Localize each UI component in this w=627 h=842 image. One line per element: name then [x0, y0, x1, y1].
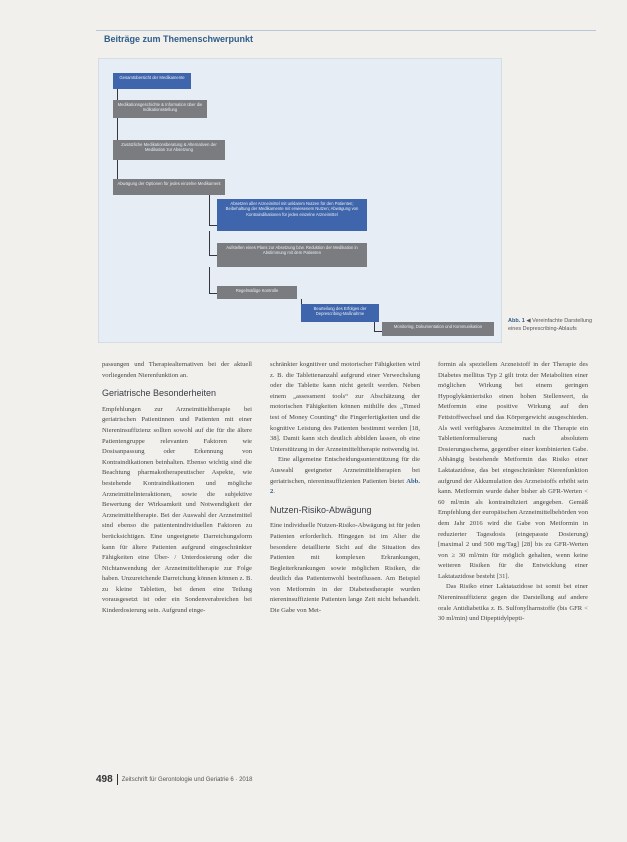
paragraph: schränkter kognitiver und motorischer Fähigkeiten wird z. B. die Tablettenanzahl aufgrund einer Verwechslung oder die Tablette kann nicht geteilt werden. Neben einem „assessment tools“ zur Abschätzung der motorischen Fähigkeiten können mithilfe des „Timed test of Money Counting“ die Fingerfertigkeiten und die kognitive Leistung des Patienten bestimmt werden [18, 38]. Damit kann sich deutlich abbilden lassen, ob eine Unterstützung in der Arzneimitteltherapie notwendig ist.: [270, 361, 420, 453]
flow-step-1: Gesamtübersicht der Medikamente: [113, 73, 191, 89]
footer-divider: [117, 774, 118, 785]
flow-step-3: Zusätzliche Medikationsberatung & Alternativen der Medikation zur Absetzung: [113, 140, 225, 160]
text-column-1: [102, 360, 252, 810]
page-number: 498: [96, 774, 113, 785]
figure-reference-link[interactable]: Abb. 2: [270, 477, 420, 496]
connector: [117, 118, 128, 141]
flow-step-5: Absetzen aller Arzneimittel mit unklarem Nutzen für den Patienten; Beibehaltung der Medikamente mit erwiesenem Nutzen; Abwägung von Kontraindikationen für jedes einzelne Arzneimittel: [217, 199, 367, 231]
section-header: Beiträge zum Themenschwerpunkt: [104, 34, 254, 44]
page-footer: [96, 774, 252, 785]
figure-caption: [508, 318, 600, 333]
paragraph: Eine allgemeine Entscheidungsunterstützung für die Auswahl geeigneter Arzneimitteltherapien bei geriatrischen, niereninsuffizienten Patienten bietet Abb. 2.: [270, 456, 420, 496]
caption-text: ◀ Vereinfachte Darstellung eines Deprescribing-Ablaufs: [508, 318, 593, 332]
flow-step-4: Abwägung der Optionen für jedes einzelne Medikament: [113, 179, 225, 195]
header-rule: [96, 30, 596, 31]
paragraph: Empfehlungen zur Arzneimitteltherapie bei geriatrischen Patientinnen und Patienten mit einer Niereninsuffizienz sollten sowohl auf die für die ältere Patientengruppe relevanten Faktoren wie Dosisanpassung oder Erkennung von Kontraindikationen beinhalten. Ebenso wichtig sind die Beachtung pharmakotherapeutischer Aspekte, wie bestehende Kontraindikationen und mögliche Arzneimittelinteraktionen, sowie die subjektive Bewertung der Wirksamkeit und Notwendigkeit der Arzneimitteltherapie. Bei der Auswahl der Arzneimittel sind ebenso die patientenindividuellen Faktoren zu berücksichtigen. Eine ungeeignete Darreichungsform kann für ältere Patienten aufgrund eingeschränkter Fähigkeiten eine Über- / Unterdosierung oder die Nichtanwendung der Arzneimitteltherapie zur Folge haben. Unzureichende Darreichung können können z. B. zu kleine Tabletten, bei denen eine Teilung vorausgesetzt ist oder ein Sondenverabreichen bei Kinderdosierung sein. Aufgrund einge-: [102, 405, 252, 615]
flow-step-6: Aufstellen eines Plans zur Absetzung bzw. Reduktion der Medikation in Abstimmung mit dem Patienten: [217, 243, 367, 267]
flow-step-2: Medikationsgeschichte & Information über die Indikationsstellung: [113, 100, 207, 118]
connector: [117, 160, 128, 180]
section-heading: Nutzen-Risiko-Abwägung: [270, 504, 372, 515]
paragraph: passungen und Therapiealternativen bei der aktuell vorliegenden Nierenfunktion an.: [102, 361, 252, 379]
text-column-2: [270, 360, 420, 810]
flow-step-7: Regelmäßige Kontrolle: [217, 286, 297, 299]
caption-label: Abb. 1: [508, 318, 525, 324]
section-heading: Geriatrische Besonderheiten: [102, 388, 217, 399]
flow-step-9: Monitoring, Dokumentation und Kommunikation: [382, 322, 494, 336]
flowchart-figure: [98, 58, 502, 343]
text-column-3: [438, 360, 588, 810]
flow-step-8: Beurteilung des Erfolges der Deprescribing-Maßnahme: [301, 304, 379, 322]
paragraph: Eine individuelle Nutzen-Risiko-Abwägung ist für jeden Patienten erforderlich. Hingegen ist im Alter die besondere detaillierte Sicht auf die Situation des Patienten mit komplexen Erkrankungen, Begleiterkrankungen sowie möglichen Risiken, die deutlich das Patientenwohl beeinflussen. Am Beispiel von Metformin in der Diabetestherapie wurden niereninsuffiziente Patienten lange Zeit nicht behandelt. Die Gabe von Met-: [270, 522, 420, 615]
journal-name: Zeitschrift für Gerontologie und Geriatrie 6 · 2018: [121, 776, 253, 783]
paragraph-text: Eine allgemeine Entscheidungsunterstützung für die Auswahl geeigneter Arzneimitteltherapien bei geriatrischen, niereninsuffizienten Patienten bietet: [270, 456, 420, 485]
paragraph: Das Risiko einer Laktatazidose ist somit bei einer Niereninsuffizienz gegen die Darstellung auf andere orale Antidiabetika z. B. Sulfonylharnstoffe (bis GFR < 30 ml/min) und Dipeptidylpepti-: [438, 583, 588, 623]
paragraph: formin als speziellem Arzneistoff in der Therapie des Diabetes mellitus Typ 2 gilt trotz der Metaboliten einer möglichen Wirkung bei einem geringen Hypoglykämierisiko einen hohen Stellenwert, da Metformin eine positive Wirkung auf den Fettstoffwechsel und das Körpergewicht ausgeschieden. Als weil verfügbares Arzneimittel in die Therapie ein Tablettenformulierung nach absolutem Dosierungsschema, gegenüber einer kombinierten Gabe. Abhängig bestehende Metformin das Risiko einer Laktatazidose, das bei eingeschränkter Nierenfunktion aufgrund der Akkumulation des Arzneistoffs erhöht sein kann. Metformin wurde daher bisher ab GFR-Werten < 60 ml/min als kontraindiziert angegeben. Gemäß Empfehlung der europäischen Arzneimittelbehörden von dem Jahr 2016 wird die Gabe von Metformin in reduzierter Tagesdosis (eingepasste Dosierung) [maximal 2 und 500 mg/Tag] [28] bis zu GFR-Werten von ≥ 30 ml/min für möglich gehalten, wenn keine weiteren Risiken für die Entwicklung einer Laktatazidose besteht [31].: [438, 361, 588, 580]
